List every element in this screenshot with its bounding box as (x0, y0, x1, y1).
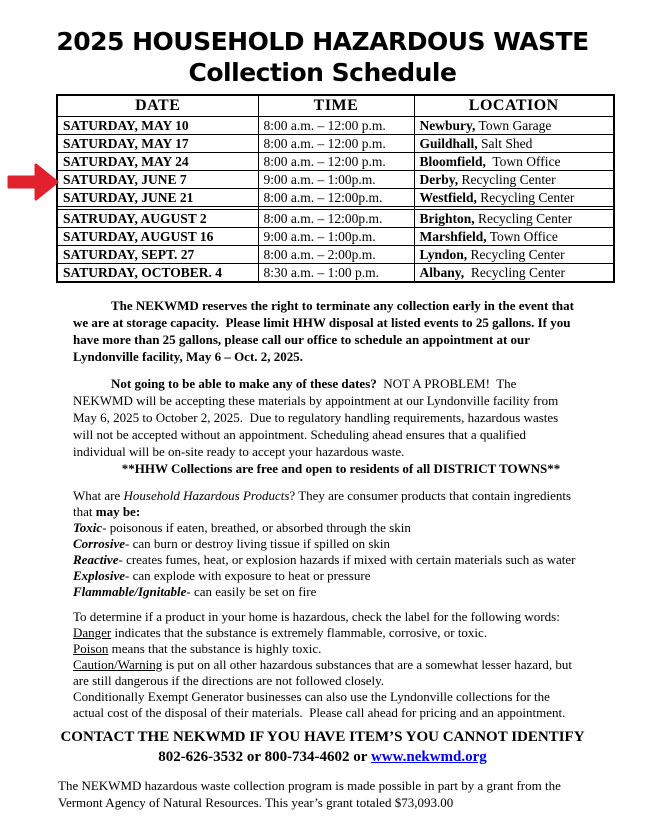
text-run: Not going to be able to make any of these dates? (111, 376, 377, 391)
text-run: Household Hazardous Products (123, 488, 290, 503)
location-town: Newbury, (419, 117, 476, 133)
contact-phones-line (0, 747, 645, 767)
location-town: Brighton, (419, 210, 475, 226)
time-cell: 9:00 a.m. – 1:00p.m. (258, 171, 414, 189)
text-run: **HHW Collections are free and open to residents of all DISTRICT TOWNS** (121, 461, 561, 476)
highlight-arrow (6, 160, 60, 204)
time-cell: 8:00 a.m. – 2:00p.m. (258, 246, 414, 264)
appointment-notice (73, 375, 639, 460)
contact-block (0, 727, 645, 767)
footer-line1: The NEKWMD hazardous waste collection program is made possible in part by a grant from the (58, 778, 561, 793)
location-town: Westfield, (419, 189, 477, 205)
text-run: Danger (73, 625, 112, 640)
location-cell: Lyndon, Recycling Center (414, 246, 614, 264)
date-cell: SATURDAY, OCTOBER. 4 (57, 264, 258, 283)
text-run: NOT A PROBLEM! The (376, 376, 517, 391)
text-run: NEKWMD will be accepting these materials by appointment at our Lyndonville facility from (73, 393, 559, 408)
text-run: Poison (73, 641, 109, 656)
table-row (57, 264, 614, 283)
text-run: means that the substance is highly toxic. (108, 641, 322, 656)
time-cell: 8:00 a.m. – 12:00 p.m. (258, 153, 414, 171)
date-cell: SATURDAY, SEPT. 27 (57, 246, 258, 264)
text-run: Lyndonville facility, May 6 – Oct. 2, 2025. (73, 349, 304, 364)
contact-phone-numbers: 802-626-3532 or 800-734-4602 or (158, 749, 371, 765)
arrow-shape (9, 165, 57, 199)
footer-note (58, 777, 645, 811)
table-row (57, 117, 614, 135)
title-line2: Collection Schedule (188, 58, 457, 87)
text-run: actual cost of the disposal of their materials. Please call ahead for pricing and an appointment. (73, 705, 566, 720)
storage-notice (73, 297, 639, 365)
location-town: Albany, (419, 264, 465, 280)
text-run: ? They are consumer products that contain ingredients (289, 488, 572, 503)
text-run: Caution/Warning (73, 657, 163, 672)
location-cell: Derby, Recycling Center (414, 171, 614, 189)
location-town: Marshfield, (419, 228, 487, 244)
table-row-highlighted (57, 171, 614, 189)
text-run: Conditionally Exempt Generator businesses can also use the Lyndonville collections for the (73, 689, 550, 704)
text-run: is put on all other hazardous substances that are a somewhat lesser hazard, but (162, 657, 572, 672)
time-cell: 8:00 a.m. – 12:00 p.m. (258, 117, 414, 135)
text-run: have more than 25 gallons, please call our office to schedule an appointment at our (73, 332, 531, 347)
text-run: individual will be on-site ready to accept your hazardous waste. (73, 444, 405, 459)
text-run: May 6, 2025 to October 2, 2025. Due to regulatory handling requirements, hazardous wastes (73, 410, 559, 425)
text-run: will not be accepted without an appointment. Scheduling ahead ensures that a qualified (73, 427, 527, 442)
table-row (57, 153, 614, 171)
header-time: TIME (258, 95, 414, 117)
text-run: The NEKWMD reserves the right to terminate any collection early in the event that (111, 298, 574, 313)
text-run: are still dangerous if the directions are not followed closely. (73, 673, 385, 688)
date-cell: SATURDAY, MAY 24 (57, 153, 258, 171)
table-row (57, 228, 614, 246)
schedule-table-body (57, 117, 614, 283)
text-run: Flammable/Ignitable (73, 584, 187, 599)
time-cell: 8:00 a.m. – 12:00p.m. (258, 189, 414, 207)
location-cell: Westfield, Recycling Center (414, 189, 614, 207)
time-cell: 8:00 a.m. – 12:00p.m. (258, 210, 414, 228)
location-cell: Guildhall, Salt Shed (414, 135, 614, 153)
date-cell: SATURDAY, MAY 10 (57, 117, 258, 135)
text-run: - can explode with exposure to heat or pressure (125, 568, 371, 583)
location-cell: Bloomfield, Town Office (414, 153, 614, 171)
text-run: may be: (95, 504, 141, 519)
text-run: - can easily be set on fire (186, 584, 317, 599)
table-header-row (57, 95, 614, 117)
table-row (57, 246, 614, 264)
title-line1: 2025 HOUSEHOLD HAZARDOUS WASTE (56, 27, 589, 56)
contact-heading: CONTACT THE NEKWMD IF YOU HAVE ITEM’S YOU CANNOT IDENTIFY (60, 729, 585, 745)
text-run: To determine if a product in your home is hazardous, check the label for the following words: (73, 609, 560, 624)
page-title (0, 0, 645, 88)
body-sections (0, 297, 639, 721)
location-town: Guildhall, (419, 135, 478, 151)
location-cell: Newbury, Town Garage (414, 117, 614, 135)
location-town: Bloomfield, (419, 153, 486, 169)
location-cell: Marshfield, Town Office (414, 228, 614, 246)
date-cell: SATURDAY, JUNE 7 (57, 171, 258, 189)
text-run: - poisonous if eaten, breathed, or absorbed through the skin (102, 520, 411, 535)
text-run: that (73, 504, 96, 519)
location-cell: Albany, Recycling Center (414, 264, 614, 283)
text-run: Reactive (73, 552, 119, 567)
time-cell: 8:00 a.m. – 12:00 p.m. (258, 135, 414, 153)
website-link[interactable]: www.nekwmd.org (370, 749, 487, 765)
date-cell: SATRUDAY, AUGUST 2 (57, 210, 258, 228)
text-run: indicates that the substance is extremely flammable, corrosive, or toxic. (111, 625, 488, 640)
table-row (57, 135, 614, 153)
text-run: Toxic (73, 520, 103, 535)
header-location: LOCATION (414, 95, 614, 117)
text-run: we are at storage capacity. Please limit HHW disposal at listed events to 25 gallons. If you (73, 315, 571, 330)
schedule-table (56, 94, 615, 283)
time-cell: 8:30 a.m. – 1:00 p.m. (258, 264, 414, 283)
table-row (57, 189, 614, 207)
location-cell: Brighton, Recycling Center (414, 210, 614, 228)
header-date: DATE (57, 95, 258, 117)
text-run: Explosive (73, 568, 125, 583)
hazardous-products-definition (73, 488, 639, 600)
text-run: - creates fumes, heat, or explosion hazards if mixed with certain materials such as water (118, 552, 576, 567)
time-cell: 9:00 a.m. – 1:00p.m. (258, 228, 414, 246)
free-collections-banner (43, 460, 639, 477)
footer-line2: Vermont Agency of Natural Resources. This year’s grant totaled $73,093.00 (58, 795, 454, 810)
text-run: What are (73, 488, 124, 503)
text-run: - can burn or destroy living tissue if spilled on skin (125, 536, 391, 551)
label-words (73, 609, 639, 721)
location-town: Derby, (419, 171, 459, 187)
location-town: Lyndon, (419, 246, 468, 262)
date-cell: SATURDAY, AUGUST 16 (57, 228, 258, 246)
table-row (57, 210, 614, 228)
text-run: Corrosive (73, 536, 125, 551)
date-cell: SATURDAY, JUNE 21 (57, 189, 258, 207)
date-cell: SATURDAY, MAY 17 (57, 135, 258, 153)
